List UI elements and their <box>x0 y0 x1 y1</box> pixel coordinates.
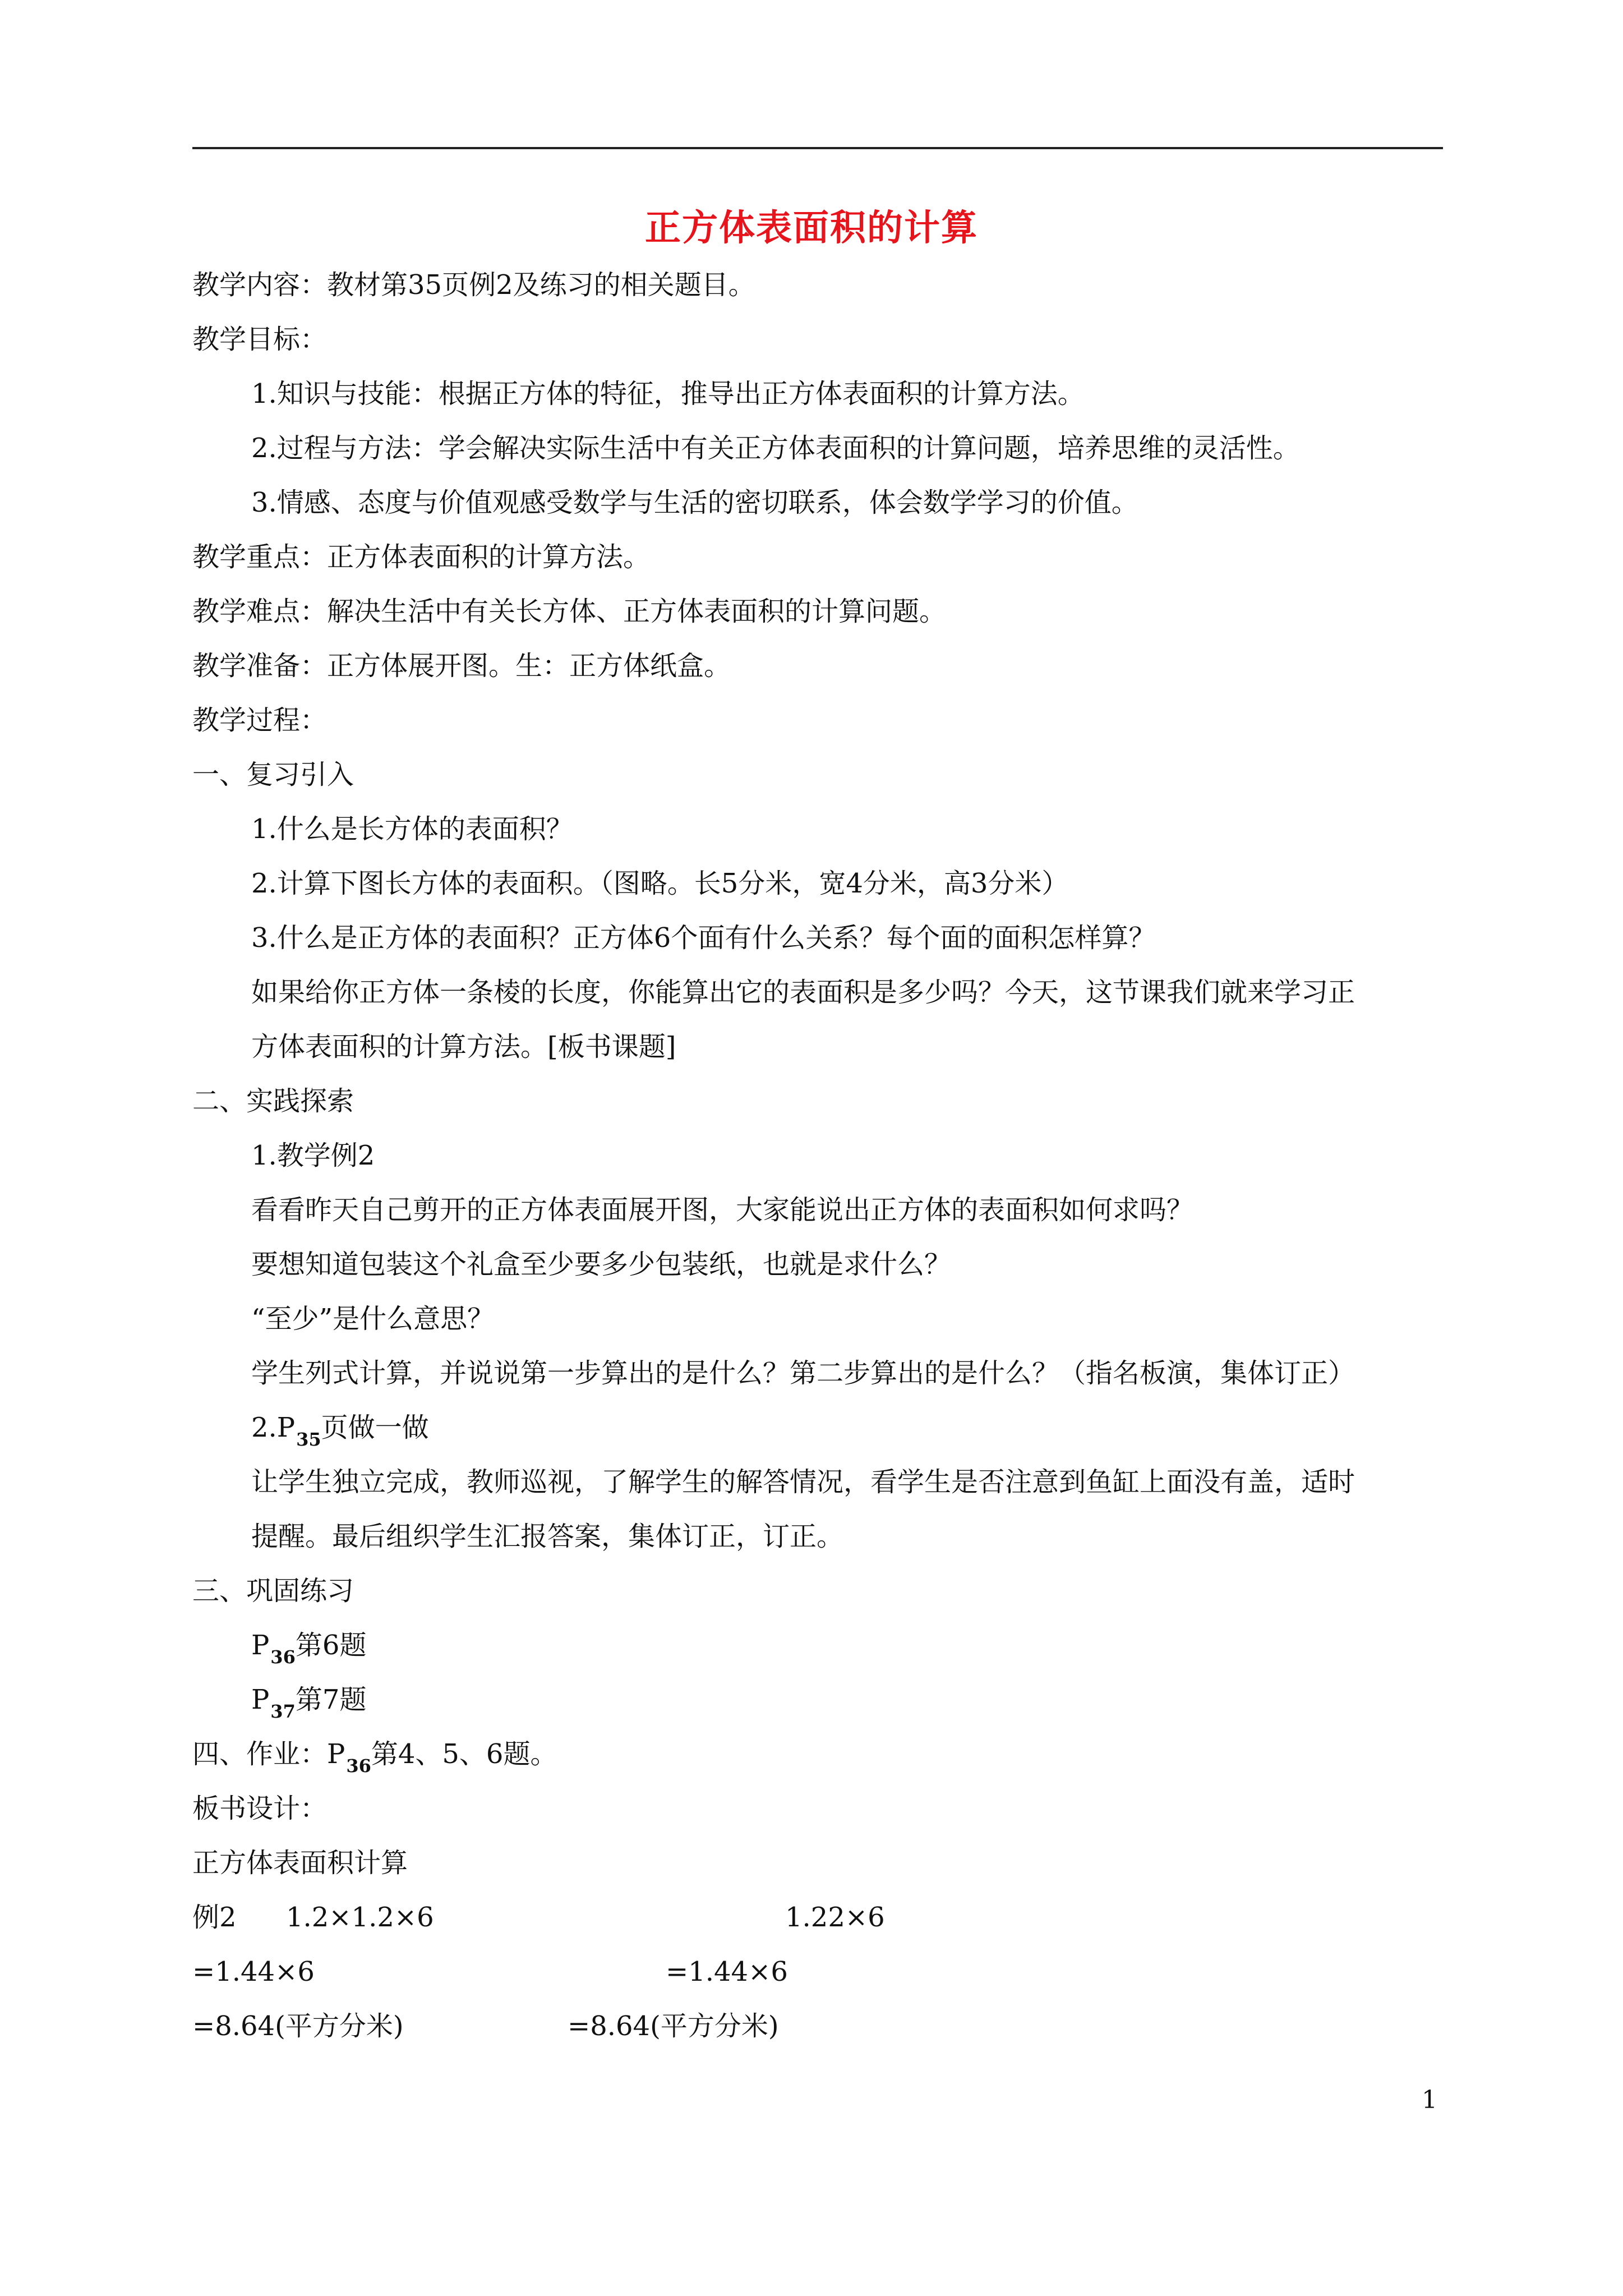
process-heading: 教学过程： <box>192 705 328 736</box>
homework-prefix: 四、作业：P <box>192 1738 345 1770</box>
preparation: 教学准备：正方体展开图。生：正方体纸盒。 <box>192 650 731 682</box>
list-item <box>251 1408 429 1450</box>
paragraph-line: 看看昨天自己剪开的正方体表面展开图，大家能说出正方体的表面积如何求吗？ <box>251 1194 1194 1226</box>
teaching-content: 教学内容：教材第35页例2及练习的相关题目。 <box>192 269 755 301</box>
goal-item: 3.情感、态度与价值观感受数学与生活的密切联系，体会数学学习的价值。 <box>251 487 1138 518</box>
header-rule <box>192 147 1443 149</box>
calc-step: =8.64(平方分米) <box>192 2010 404 2042</box>
page-number: 1 <box>1422 2086 1437 2114</box>
list-item <box>251 1680 366 1722</box>
page-title: 正方体表面积的计算 <box>645 207 978 249</box>
item-prefix: P <box>251 1684 270 1715</box>
section-heading: 二、实践探索 <box>192 1085 354 1117</box>
key-point: 教学重点：正方体表面积的计算方法。 <box>192 541 651 573</box>
board-heading: 板书设计： <box>192 1793 328 1824</box>
item-prefix: 2.P <box>251 1412 296 1443</box>
paragraph-line: “至少”是什么意思？ <box>251 1303 495 1335</box>
list-item <box>251 1626 366 1668</box>
goal-item: 1.知识与技能：根据正方体的特征，推导出正方体表面积的计算方法。 <box>251 378 1085 409</box>
paragraph-line: 学生列式计算，并说说第一步算出的是什么？第二步算出的是什么？（指名板演，集体订正） <box>251 1358 1355 1389</box>
goals-heading: 教学目标： <box>192 324 328 355</box>
calc-step: 1.22×6 <box>785 1902 885 1933</box>
goal-item: 2.过程与方法：学会解决实际生活中有关正方体表面积的计算问题，培养思维的灵活性。 <box>251 432 1300 464</box>
paragraph-line: 方体表面积的计算方法。[板书课题] <box>251 1031 676 1062</box>
list-item: 1.教学例2 <box>251 1140 375 1171</box>
list-item: 3.什么是正方体的表面积？正方体6个面有什么关系？每个面的面积怎样算？ <box>251 922 1156 954</box>
item-prefix: P <box>251 1630 270 1661</box>
item-suffix: 第7题 <box>295 1684 367 1715</box>
paragraph-line: 要想知道包装这个礼盒至少要多少包装纸，也就是求什么？ <box>251 1249 952 1280</box>
paragraph-line: 提醒。最后组织学生汇报答案，集体订正，订正。 <box>251 1521 844 1552</box>
section-heading: 一、复习引入 <box>192 759 354 790</box>
calc-step: =8.64(平方分米) <box>568 2010 779 2042</box>
page-subscript: 35 <box>296 1429 321 1450</box>
list-item: 2.计算下图长方体的表面积。（图略。长5分米，宽4分米，高3分米） <box>251 868 1069 899</box>
example-label: 例2 <box>192 1902 237 1933</box>
homework-suffix: 第4、5、6题。 <box>371 1738 557 1770</box>
paragraph-line: 让学生独立完成，教师巡视，了解学生的解答情况，看学生是否注意到鱼缸上面没有盖，适时 <box>251 1466 1355 1498</box>
calc-step: =1.44×6 <box>192 1956 315 1987</box>
board-subtitle: 正方体表面积计算 <box>192 1847 408 1879</box>
calc-step: =1.44×6 <box>666 1956 788 1987</box>
difficulty: 教学难点：解决生活中有关长方体、正方体表面积的计算问题。 <box>192 596 947 627</box>
item-suffix: 第6题 <box>295 1630 367 1661</box>
page-subscript: 36 <box>270 1646 296 1668</box>
page-subscript: 37 <box>270 1701 296 1722</box>
list-item: 1.什么是长方体的表面积？ <box>251 813 573 845</box>
calc-step: 1.2×1.2×6 <box>286 1902 434 1933</box>
page-subscript: 36 <box>346 1755 371 1777</box>
item-suffix: 页做一做 <box>321 1412 429 1443</box>
homework <box>192 1734 557 1777</box>
paragraph-line: 如果给你正方体一条棱的长度，你能算出它的表面积是多少吗？今天，这节课我们就来学习正 <box>251 977 1355 1008</box>
section-heading: 三、巩固练习 <box>192 1575 354 1607</box>
